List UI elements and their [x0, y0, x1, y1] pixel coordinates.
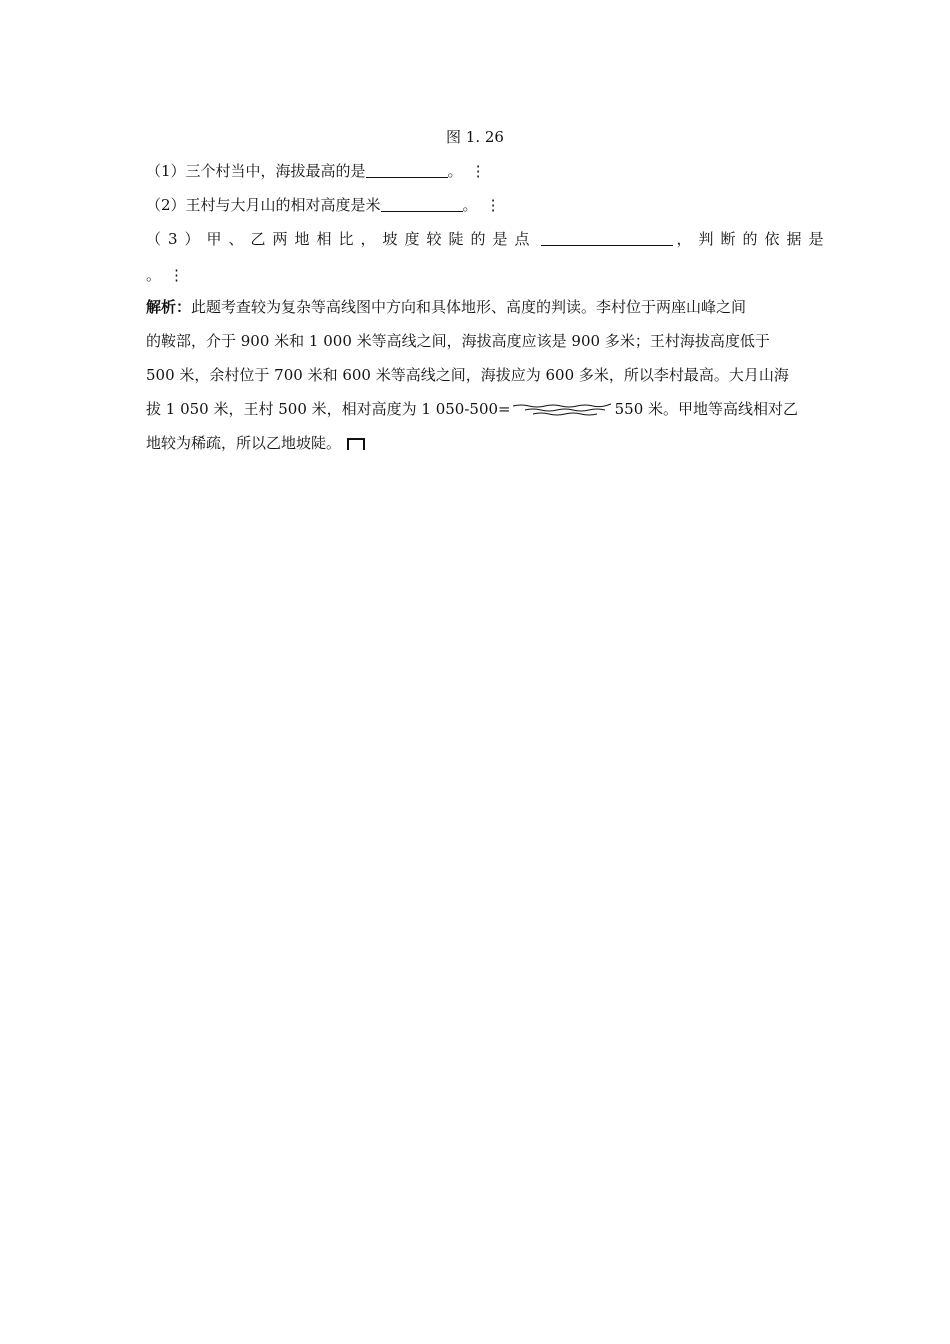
answer-line-4 — [146, 392, 806, 426]
answer-line-2: 的鞍部，介于 900 米和 1 000 米等高线之间，海拔高度应该是 900 多米；王村海拔高度低于 — [146, 332, 770, 350]
answer-line-4-b: 550 米。甲地等高线相对乙 — [614, 400, 799, 418]
question-3-end: 。 — [146, 266, 162, 284]
question-3-text: （3）甲、乙两地相比，坡度较陡的是点 — [146, 230, 537, 248]
question-3-blank[interactable] — [541, 230, 673, 246]
ellipsis-marker: ⋮ — [470, 162, 486, 180]
bracket-mark-icon — [347, 438, 365, 450]
answer-explanation — [146, 290, 806, 460]
wavy-underline-icon — [511, 402, 615, 418]
question-3 — [146, 228, 831, 249]
ellipsis-marker: ⋮ — [169, 266, 185, 284]
question-2 — [146, 194, 806, 215]
answer-line-5 — [146, 426, 806, 460]
answer-line-4-a: 拔 1 050 米，王村 500 米，相对高度为 1 050-500= — [146, 400, 511, 418]
answer-line-1 — [146, 290, 806, 324]
question-1 — [146, 160, 806, 181]
question-2-text: （2）王村与大月山的相对高度是米 — [146, 196, 381, 214]
question-2-end: 。 — [462, 196, 478, 214]
ellipsis-marker: ⋮ — [485, 196, 501, 214]
figure-caption: 图 1. 26 — [446, 128, 504, 146]
question-1-end: 。 — [447, 162, 463, 180]
answer-line-3: 500 米，余村位于 700 米和 600 米等高线之间，海拔应为 600 多米，所以李村最高。大月山海 — [146, 366, 789, 384]
question-1-blank[interactable] — [366, 162, 448, 178]
answer-line-1-text: 此题考查较为复杂等高线图中方向和具体地形、高度的判读。李村位于两座山峰之间 — [191, 298, 747, 316]
question-2-blank[interactable] — [381, 196, 463, 212]
answer-label: 解析： — [146, 298, 192, 316]
question-3-continued — [146, 264, 806, 285]
answer-line-5-text: 地较为稀疏，所以乙地坡陡。 — [146, 434, 342, 452]
question-3-mid: ，判断的依据是 — [676, 230, 831, 248]
question-1-text: （1）三个村当中，海拔最高的是 — [146, 162, 366, 180]
